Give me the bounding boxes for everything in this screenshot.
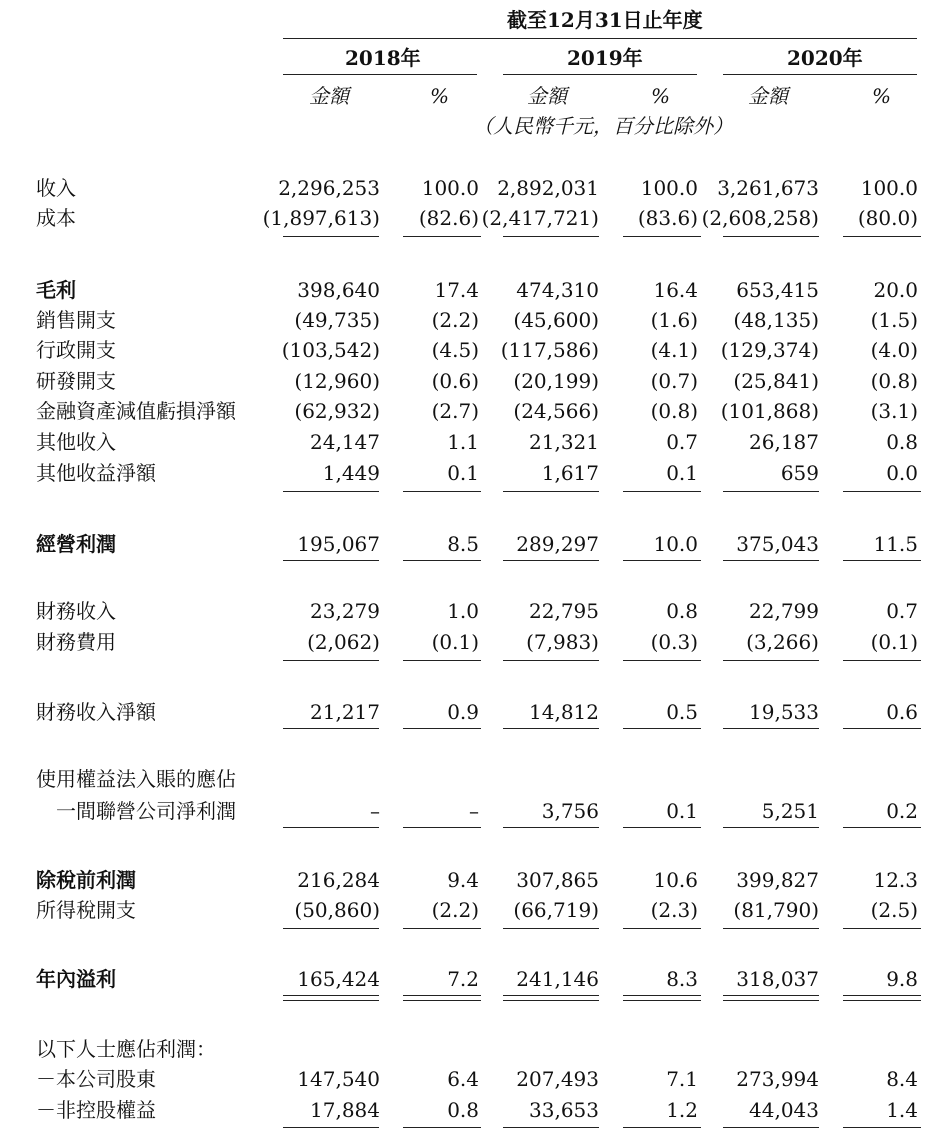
row-label: 行政開支 <box>36 338 116 362</box>
row-label: 金融資產減值虧損淨額 <box>36 399 236 423</box>
underline <box>843 827 921 828</box>
underline <box>723 491 819 492</box>
percent-cell: 1.0 <box>447 599 479 623</box>
amount-cell: – <box>370 799 380 823</box>
year-rule-2019 <box>503 74 697 75</box>
percent-cell: (1.6) <box>650 308 698 332</box>
underline <box>623 728 701 729</box>
percent-cell: 7.1 <box>666 1067 698 1091</box>
percent-label-2019: % <box>651 84 671 108</box>
year-rule-2018 <box>283 74 477 75</box>
percent-cell: 0.9 <box>447 700 479 724</box>
amount-cell: (1,897,613) <box>262 206 380 230</box>
percent-cell: 16.4 <box>653 278 698 302</box>
underline <box>283 491 379 492</box>
amount-cell: 2,892,031 <box>497 176 599 200</box>
row-label: 經營利潤 <box>36 532 116 556</box>
amount-cell: (50,860) <box>294 898 380 922</box>
underline <box>843 560 921 561</box>
percent-cell: (2.2) <box>431 898 479 922</box>
amount-cell: 653,415 <box>736 278 819 302</box>
year-2020: 2020年 <box>787 46 863 70</box>
percent-cell: 17.4 <box>434 278 479 302</box>
underline <box>403 827 481 828</box>
amount-label-2018: 金額 <box>309 84 349 108</box>
percent-cell: (3.1) <box>870 399 918 423</box>
amount-cell: (62,932) <box>294 399 380 423</box>
double-underline <box>283 995 379 1001</box>
percent-cell: 0.5 <box>666 700 698 724</box>
underline <box>623 491 701 492</box>
amount-cell: 3,261,673 <box>717 176 819 200</box>
amount-cell: (20,199) <box>513 369 599 393</box>
underline <box>283 728 379 729</box>
underline <box>503 827 599 828</box>
percent-cell: (4.1) <box>650 338 698 362</box>
underline <box>503 928 599 929</box>
row-label: －非控股權益 <box>36 1098 156 1122</box>
percent-cell: 0.6 <box>886 700 918 724</box>
amount-cell: 195,067 <box>297 532 380 556</box>
row-label: 年內溢利 <box>36 967 116 991</box>
underline <box>283 236 379 237</box>
amount-cell: 22,799 <box>749 599 819 623</box>
amount-cell: (2,417,721) <box>481 206 599 230</box>
row-label: 財務收入 <box>36 599 116 623</box>
percent-cell: (0.8) <box>650 399 698 423</box>
percent-cell: 0.8 <box>886 430 918 454</box>
percent-cell: 8.3 <box>666 967 698 991</box>
double-underline <box>843 995 921 1001</box>
amount-cell: 1,449 <box>322 461 380 485</box>
underline <box>723 236 819 237</box>
amount-cell: 307,865 <box>516 868 599 892</box>
amount-cell: 5,251 <box>761 799 819 823</box>
underline <box>723 928 819 929</box>
percent-cell: (4.0) <box>870 338 918 362</box>
percent-label-2020: % <box>872 84 892 108</box>
underline <box>623 1127 701 1128</box>
underline <box>843 660 921 661</box>
percent-cell: 100.0 <box>421 176 479 200</box>
underline <box>403 560 481 561</box>
percent-cell: (2.2) <box>431 308 479 332</box>
underline <box>503 491 599 492</box>
underline <box>843 728 921 729</box>
percent-cell: 0.0 <box>886 461 918 485</box>
underline <box>723 827 819 828</box>
row-label: 除稅前利潤 <box>36 868 136 892</box>
amount-cell: 33,653 <box>529 1098 599 1122</box>
year-rule-2020 <box>723 74 917 75</box>
underline <box>503 1127 599 1128</box>
amount-cell: 23,279 <box>310 599 380 623</box>
percent-cell: (2.3) <box>650 898 698 922</box>
percent-cell: 100.0 <box>640 176 698 200</box>
amount-cell: 19,533 <box>749 700 819 724</box>
percent-cell: 1.4 <box>886 1098 918 1122</box>
amount-cell: (45,600) <box>513 308 599 332</box>
percent-cell: (0.3) <box>650 630 698 654</box>
amount-cell: (12,960) <box>294 369 380 393</box>
percent-cell: 20.0 <box>873 278 918 302</box>
row-label: 所得稅開支 <box>36 898 136 922</box>
percent-cell: (83.6) <box>637 206 698 230</box>
percent-cell: (0.7) <box>650 369 698 393</box>
amount-cell: 659 <box>780 461 819 485</box>
percent-cell: 0.1 <box>666 461 698 485</box>
percent-label-2018: % <box>430 84 450 108</box>
amount-cell: (48,135) <box>733 308 819 332</box>
amount-cell: (3,266) <box>746 630 819 654</box>
percent-cell: 10.0 <box>653 532 698 556</box>
percent-cell: 0.8 <box>666 599 698 623</box>
amount-cell: (117,586) <box>500 338 599 362</box>
underline <box>623 827 701 828</box>
amount-cell: 2,296,253 <box>278 176 380 200</box>
amount-cell: 17,884 <box>310 1098 380 1122</box>
amount-cell: 216,284 <box>297 868 380 892</box>
underline <box>723 660 819 661</box>
percent-cell: (0.8) <box>870 369 918 393</box>
row-label: 使用權益法入賬的應佔 <box>36 767 236 791</box>
amount-cell: (2,608,258) <box>701 206 819 230</box>
amount-cell: 318,037 <box>736 967 819 991</box>
underline <box>623 928 701 929</box>
percent-cell: 10.6 <box>653 868 698 892</box>
underline <box>283 928 379 929</box>
percent-cell: – <box>469 799 479 823</box>
amount-cell: 474,310 <box>516 278 599 302</box>
underline <box>403 1127 481 1128</box>
underline <box>503 560 599 561</box>
percent-cell: 9.8 <box>886 967 918 991</box>
underline <box>283 827 379 828</box>
underline <box>623 560 701 561</box>
percent-cell: (2.7) <box>431 399 479 423</box>
underline <box>283 660 379 661</box>
underline <box>843 928 921 929</box>
row-label: 研發開支 <box>36 369 116 393</box>
percent-cell: 9.4 <box>447 868 479 892</box>
row-label: 財務收入淨額 <box>36 700 156 724</box>
underline <box>503 660 599 661</box>
row-label: 毛利 <box>36 278 76 302</box>
amount-cell: 241,146 <box>516 967 599 991</box>
amount-cell: 21,217 <box>310 700 380 724</box>
row-label: 其他收益淨額 <box>36 461 156 485</box>
double-underline <box>503 995 599 1001</box>
underline <box>403 236 481 237</box>
underline <box>843 236 921 237</box>
percent-cell: 0.2 <box>886 799 918 823</box>
percent-cell: (2.5) <box>870 898 918 922</box>
double-underline <box>623 995 701 1001</box>
underline <box>403 660 481 661</box>
double-underline <box>403 995 481 1001</box>
percent-cell: (4.5) <box>431 338 479 362</box>
percent-cell: 8.4 <box>886 1067 918 1091</box>
amount-cell: 3,756 <box>541 799 599 823</box>
amount-cell: (103,542) <box>281 338 380 362</box>
amount-cell: (25,841) <box>733 369 819 393</box>
percent-cell: 6.4 <box>447 1067 479 1091</box>
underline <box>403 928 481 929</box>
amount-cell: 398,640 <box>297 278 380 302</box>
amount-label-2019: 金額 <box>527 84 567 108</box>
percent-cell: 7.2 <box>447 967 479 991</box>
percent-cell: 0.1 <box>666 799 698 823</box>
underline <box>623 660 701 661</box>
percent-cell: 1.1 <box>447 430 479 454</box>
percent-cell: 1.2 <box>666 1098 698 1122</box>
period-heading: 截至12月31日止年度 <box>507 8 703 32</box>
underline <box>283 560 379 561</box>
amount-cell: 289,297 <box>516 532 599 556</box>
percent-cell: 12.3 <box>873 868 918 892</box>
underline <box>843 491 921 492</box>
underline <box>403 728 481 729</box>
percent-cell: 0.7 <box>666 430 698 454</box>
row-label: 財務費用 <box>36 630 116 654</box>
row-label: －本公司股東 <box>36 1067 156 1091</box>
percent-cell: 0.1 <box>447 461 479 485</box>
amount-cell: 26,187 <box>749 430 819 454</box>
percent-cell: (1.5) <box>870 308 918 332</box>
amount-cell: (24,566) <box>513 399 599 423</box>
percent-cell: (82.6) <box>418 206 479 230</box>
amount-cell: (129,374) <box>720 338 819 362</box>
amount-cell: 44,043 <box>749 1098 819 1122</box>
year-2018: 2018年 <box>345 46 421 70</box>
amount-cell: (49,735) <box>294 308 380 332</box>
percent-cell: (0.1) <box>870 630 918 654</box>
underline <box>843 1127 921 1128</box>
underline <box>283 1127 379 1128</box>
amount-cell: 165,424 <box>297 967 380 991</box>
percent-cell: (0.1) <box>431 630 479 654</box>
year-2019: 2019年 <box>567 46 643 70</box>
unit-note: （人民幣千元，百分比除外） <box>473 114 733 138</box>
amount-cell: 399,827 <box>736 868 819 892</box>
amount-cell: (101,868) <box>720 399 819 423</box>
underline <box>503 728 599 729</box>
amount-cell: (66,719) <box>513 898 599 922</box>
double-underline <box>723 995 819 1001</box>
underline <box>723 1127 819 1128</box>
amount-label-2020: 金額 <box>748 84 788 108</box>
period-rule <box>283 38 917 39</box>
row-label: 收入 <box>36 176 76 200</box>
amount-cell: 273,994 <box>736 1067 819 1091</box>
percent-cell: 0.7 <box>886 599 918 623</box>
percent-cell: (0.6) <box>431 369 479 393</box>
amount-cell: (2,062) <box>307 630 380 654</box>
amount-cell: (81,790) <box>733 898 819 922</box>
percent-cell: 8.5 <box>447 532 479 556</box>
percent-cell: 0.8 <box>447 1098 479 1122</box>
amount-cell: 21,321 <box>529 430 599 454</box>
underline <box>723 560 819 561</box>
underline <box>403 491 481 492</box>
row-label: 以下人士應佔利潤： <box>36 1037 216 1061</box>
row-label: 其他收入 <box>36 430 116 454</box>
percent-cell: 11.5 <box>873 532 918 556</box>
underline <box>503 236 599 237</box>
amount-cell: 207,493 <box>516 1067 599 1091</box>
amount-cell: 22,795 <box>529 599 599 623</box>
amount-cell: (7,983) <box>526 630 599 654</box>
underline <box>723 728 819 729</box>
amount-cell: 147,540 <box>297 1067 380 1091</box>
percent-cell: (80.0) <box>857 206 918 230</box>
row-label: 銷售開支 <box>36 308 116 332</box>
amount-cell: 24,147 <box>310 430 380 454</box>
row-label: 成本 <box>36 206 76 230</box>
amount-cell: 1,617 <box>541 461 599 485</box>
underline <box>623 236 701 237</box>
row-label: 一間聯營公司淨利潤 <box>36 799 236 823</box>
amount-cell: 375,043 <box>736 532 819 556</box>
amount-cell: 14,812 <box>529 700 599 724</box>
percent-cell: 100.0 <box>860 176 918 200</box>
